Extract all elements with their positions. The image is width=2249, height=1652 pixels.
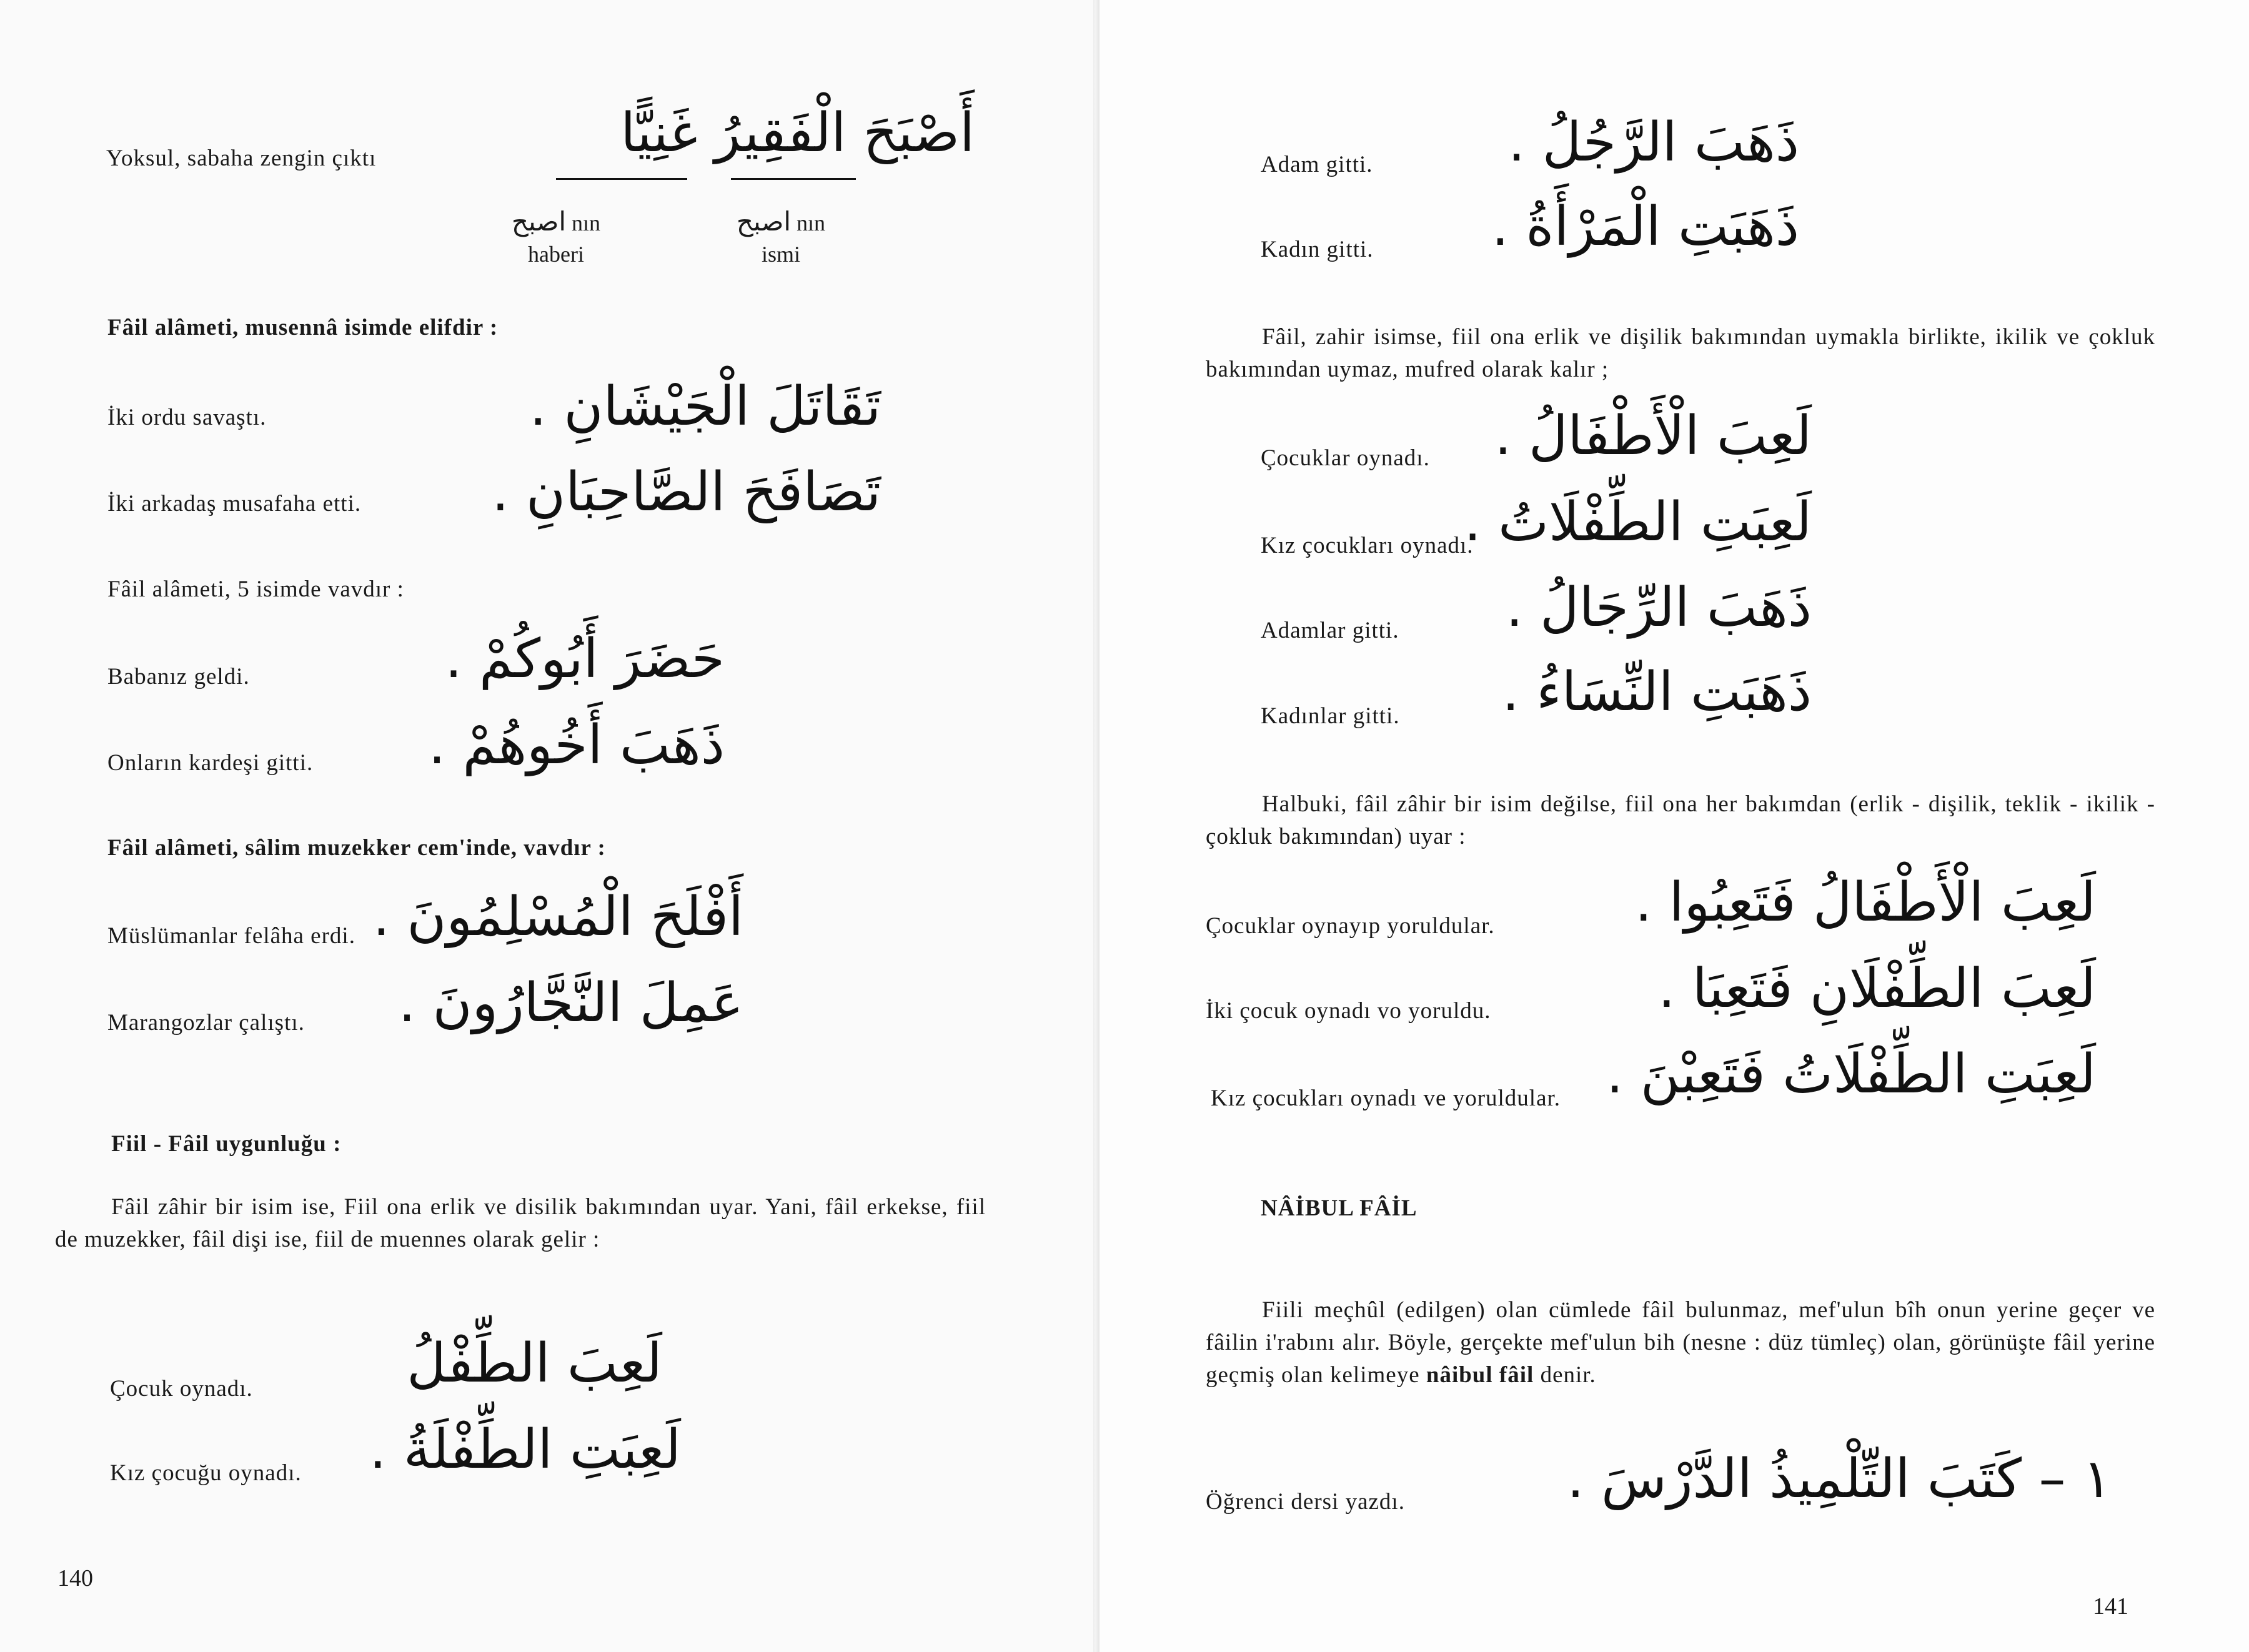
page-number: 141 bbox=[2093, 1593, 2128, 1620]
right-page bbox=[1100, 0, 2249, 1652]
example-arabic: لَعِبَتِ الطِّفْلَاتُ فَتَعِبْنَ . bbox=[1606, 1043, 2096, 1105]
underline-haberi bbox=[556, 178, 687, 180]
example-arabic: ذَهَبَ الرَّجُلُ . bbox=[1508, 111, 1799, 174]
example-arabic: ذَهَبَ الرِّجَالُ . bbox=[1506, 576, 1812, 639]
example-arabic: حَضَرَ أَبُوكُمْ . bbox=[445, 628, 725, 690]
paragraph: Fâil, zahir isimse, fiil ona erlik ve dişilik bakımından uymakla birlikte, ikilik ve çokluk bakımından uymaz, mufred olarak kalır ; bbox=[1206, 324, 2155, 382]
section-heading: Fiil - Fâil uygunluğu : bbox=[111, 1131, 342, 1157]
section-heading: Fâil alâmeti, 5 isimde vavdır : bbox=[107, 576, 404, 602]
paragraph: Fiili meçhûl (edilgen) olan cümlede fâil bulunmaz, mef'ulun bîh onun yerine geçer ve fâilin i'rabını alır. Böyle, gerçekte mef'ulun bih (nesne : düz tümleç) olan, görünüşte fâil yerine geçmiş olan kelimeye nâibul fâil denir. bbox=[1206, 1297, 2155, 1388]
example-arabic: لَعِبَ الْأَطْفَالُ فَتَعِبُوا . bbox=[1635, 871, 2096, 934]
example-translation: Öğrenci dersi yazdı. bbox=[1206, 1489, 1405, 1515]
example-arabic: لَعِبَ الطِّفْلُ bbox=[407, 1332, 662, 1395]
example-arabic: ذَهَبَ أَخُوهُمْ . bbox=[428, 714, 725, 776]
example-arabic: ذَهَبَتِ الْمَرْأَةُ . bbox=[1491, 195, 1799, 258]
example-arabic: لَعِبَتِ الطِّفْلَاتُ . bbox=[1464, 491, 1812, 553]
example-arabic: ذَهَبَتِ النِّسَاءُ . bbox=[1502, 661, 1812, 723]
example-translation: Babanız geldi. bbox=[107, 664, 250, 690]
example-translation: Kadın gitti. bbox=[1261, 237, 1374, 262]
underline-ismi bbox=[731, 178, 856, 180]
example-translation: Kadınlar gitti. bbox=[1261, 703, 1400, 729]
example-arabic: تَقَاتَلَ الْجَيْشَانِ . bbox=[529, 375, 881, 438]
example-arabic: أَفْلَحَ الْمُسْلِمُونَ . bbox=[372, 886, 743, 948]
section-heading: Fâil alâmeti, sâlim muzekker cem'inde, vavdır : bbox=[107, 835, 606, 861]
example-arabic: لَعِبَ الطِّفْلَانِ فَتَعِبَا . bbox=[1658, 957, 2096, 1020]
paragraph: Halbuki, fâil zâhir bir isim değilse, fiil ona her bakımdan (erlik - dişilik, teklik - ikilik - çokluk bakımından) uyar : bbox=[1206, 791, 2155, 849]
page-number: 140 bbox=[57, 1565, 93, 1591]
section-heading: NÂİBUL FÂİL bbox=[1261, 1195, 1417, 1221]
example-translation: Kız çocukları oynadı. bbox=[1261, 533, 1474, 558]
example-translation: Yoksul, sabaha zengin çıktı bbox=[106, 146, 377, 171]
example-translation: Adamlar gitti. bbox=[1261, 618, 1399, 643]
left-page bbox=[0, 0, 1093, 1652]
example-translation: İki ordu savaştı. bbox=[107, 405, 267, 430]
example-arabic: عَمِلَ النَّجَّارُونَ . bbox=[398, 972, 743, 1034]
section-heading: Fâil alâmeti, musennâ isimde elifdir : bbox=[107, 315, 499, 340]
example-translation: Çocuk oynadı. bbox=[110, 1376, 253, 1402]
example-arabic: ١ – كَتَبَ التِّلْمِيذُ الدَّرْسَ . bbox=[1567, 1448, 2112, 1510]
example-translation: İki çocuk oynadı vo yoruldu. bbox=[1206, 998, 1491, 1024]
example-translation: Çocuklar oynayıp yoruldular. bbox=[1206, 913, 1495, 939]
example-translation: Çocuklar oynadı. bbox=[1261, 445, 1430, 471]
example-arabic: لَعِبَتِ الطِّفْلَةُ . bbox=[369, 1418, 681, 1481]
example-arabic: لَعِبَ الْأَطْفَالُ . bbox=[1494, 405, 1812, 467]
example-translation: Adam gitti. bbox=[1261, 152, 1373, 177]
note-ismi: اصبح nın ismi bbox=[736, 206, 826, 267]
note-haberi: اصبح nın haberi bbox=[511, 206, 601, 267]
example-arabic: أَصْبَحَ الْفَقِيرُ غَنِيًّا bbox=[620, 102, 975, 164]
example-translation: Marangozlar çalıştı. bbox=[107, 1010, 305, 1036]
example-translation: Onların kardeşi gitti. bbox=[107, 750, 314, 776]
example-translation: Kız çocuğu oynadı. bbox=[110, 1460, 302, 1486]
example-translation: Müslümanlar felâha erdi. bbox=[107, 923, 355, 949]
example-arabic: تَصَافَحَ الصَّاحِبَانِ . bbox=[492, 461, 881, 523]
paragraph: Fâil zâhir bir isim ise, Fiil ona erlik ve disilik bakımından uyar. Yani, fâil erkekse, fiil de muzekker, fâil dişi ise, fiil de muennes olarak gelir : bbox=[55, 1194, 986, 1252]
example-translation: İki arkadaş musafaha etti. bbox=[107, 491, 362, 517]
example-translation: Kız çocukları oynadı ve yoruldular. bbox=[1211, 1086, 1561, 1111]
